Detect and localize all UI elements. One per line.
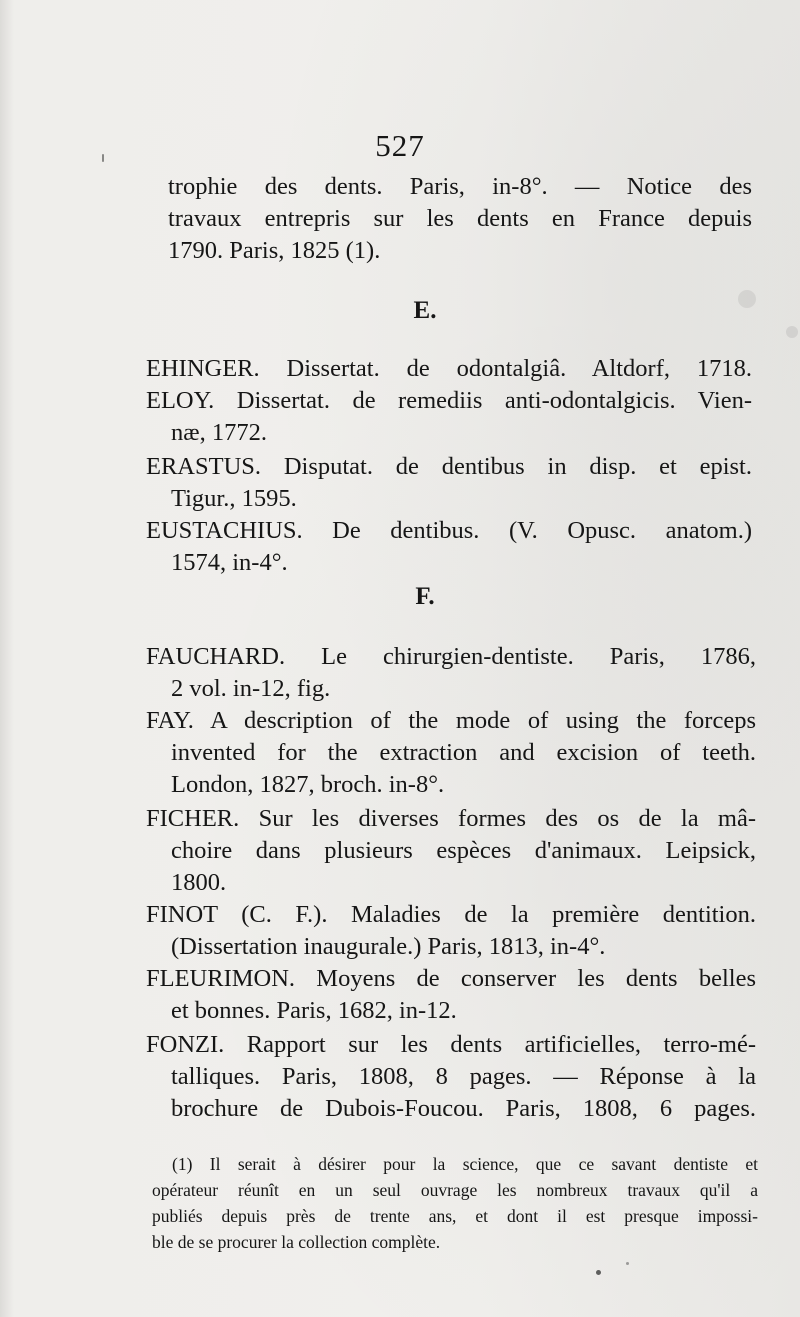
entry-line: ELOY. Dissertat. de remediis anti-odontalgicis. Vien- [146, 387, 752, 414]
entry-line: (Dissertation inaugurale.) Paris, 1813, in-4°. [171, 933, 606, 960]
entry-line: FLEURIMON. Moyens de conserver les dents belles [146, 965, 756, 992]
entry-line: London, 1827, broch. in-8°. [171, 771, 445, 798]
ink-speck [738, 290, 756, 308]
entry-line: et bonnes. Paris, 1682, in-12. [171, 997, 457, 1024]
footnote-line: ble de se procurer la collection complète. [152, 1232, 441, 1252]
entry-line: Tigur., 1595. [171, 485, 297, 512]
footnote-line: opérateur réunît en un seul ouvrage les nombreux travaux qu'il a [152, 1180, 758, 1200]
entry-line: invented for the extraction and excision of teeth. [171, 739, 756, 766]
entry-line: EUSTACHIUS. De dentibus. (V. Opusc. anatom.) [146, 517, 752, 544]
entry-line: travaux entrepris sur les dents en France depuis [168, 205, 752, 232]
footnote-line: publiés depuis près de trente ans, et dont il est presque impossi- [152, 1206, 758, 1226]
entry-line: 1574, in-4°. [171, 549, 288, 576]
entry-line: FONZI. Rapport sur les dents artificielles, terro-mé- [146, 1031, 756, 1058]
entry-line: 2 vol. in-12, fig. [171, 675, 331, 702]
page-number: 527 [375, 128, 425, 163]
footnote-line: (1) Il serait à désirer pour la science, que ce savant dentiste et [172, 1154, 758, 1174]
ink-speck [786, 326, 798, 338]
entry-line: 1800. [171, 869, 227, 896]
entry-line: trophie des dents. Paris, in-8°. — Notice des [168, 173, 752, 200]
entry-line: EHINGER. Dissertat. de odontalgiâ. Altdorf, 1718. [146, 355, 752, 382]
entry-line: FAY. A description of the mode of using the forceps [146, 707, 756, 734]
entry-line: brochure de Dubois-Foucou. Paris, 1808, 6 pages. [171, 1095, 756, 1122]
ink-speck [102, 154, 104, 162]
section-letter-e: E. [413, 297, 437, 324]
entry-line: FAUCHARD. Le chirurgien-dentiste. Paris, 1786, [146, 643, 756, 670]
entry-line: FINOT (C. F.). Maladies de la première dentition. [146, 901, 756, 928]
section-letter-f: F. [415, 583, 435, 610]
ink-speck [596, 1270, 601, 1275]
entry-line: FICHER. Sur les diverses formes des os de la mâ- [146, 805, 756, 832]
entry-line: ERASTUS. Disputat. de dentibus in disp. et epist. [146, 453, 752, 480]
ink-speck [626, 1262, 629, 1265]
entry-line: næ, 1772. [171, 419, 267, 446]
entry-line: 1790. Paris, 1825 (1). [168, 237, 381, 264]
entry-line: talliques. Paris, 1808, 8 pages. — Réponse à la [171, 1063, 756, 1090]
entry-line: choire dans plusieurs espèces d'animaux. Leipsick, [171, 837, 756, 864]
